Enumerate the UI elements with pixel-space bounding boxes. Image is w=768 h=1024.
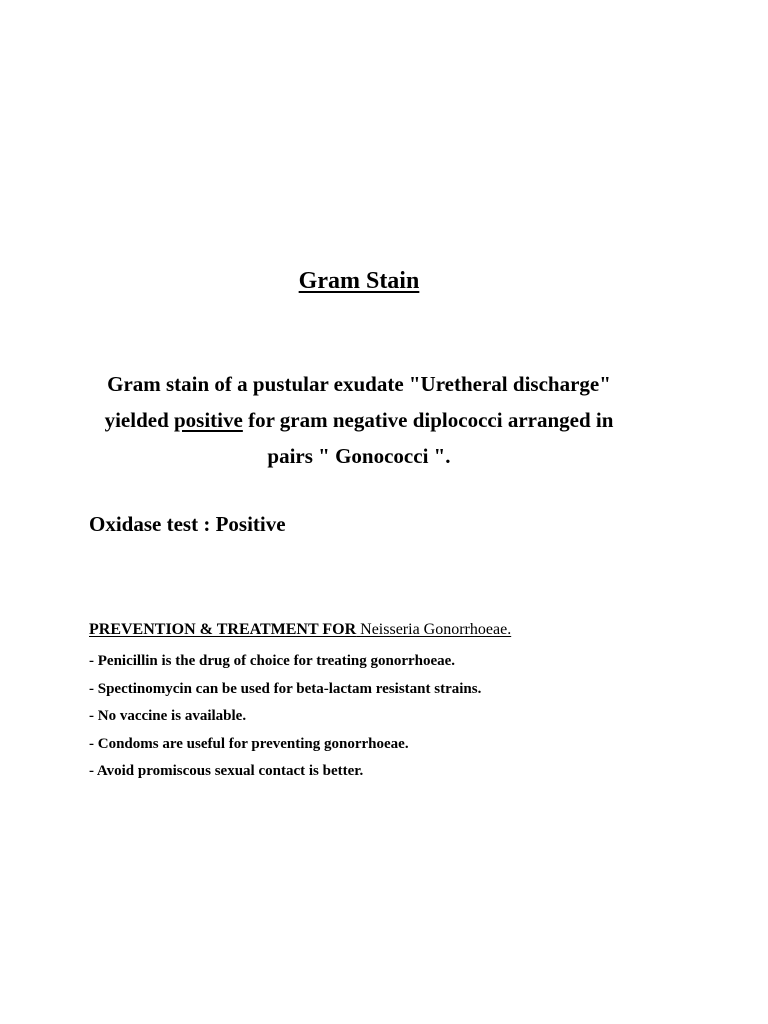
page-title: Gram Stain (298, 268, 420, 294)
list-item: - Condoms are useful for preventing gonorrhoeae. (89, 735, 409, 752)
prevention-heading-label: PREVENTION & TREATMENT FOR (89, 621, 357, 638)
paragraph-line-3: pairs " Gonococci ". (267, 444, 451, 468)
list-item: - Spectinomycin can be used for beta-lactam resistant strains. (89, 680, 482, 697)
paragraph-line-2 (80, 402, 638, 438)
positive-emphasis: positive (174, 408, 243, 432)
paragraph-line-1: Gram stain of a pustular exudate "Uretheral discharge" (107, 372, 611, 396)
gram-stain-result-paragraph (80, 366, 638, 474)
organism-name: Neisseria Gonorrhoeae. (356, 621, 512, 638)
prevention-list (89, 650, 481, 788)
list-item: - No vaccine is available. (89, 708, 247, 724)
paragraph-line-2-end: for gram negative diplococci arranged in (242, 408, 614, 432)
list-item: - Avoid promiscous sexual contact is better. (89, 763, 364, 779)
list-item: - Penicillin is the drug of choice for treating gonorrhoeae. (89, 653, 456, 669)
oxidase-test-result: Oxidase test : Positive (89, 512, 286, 536)
prevention-heading (89, 621, 511, 639)
paragraph-line-2-start: yielded (104, 408, 174, 432)
